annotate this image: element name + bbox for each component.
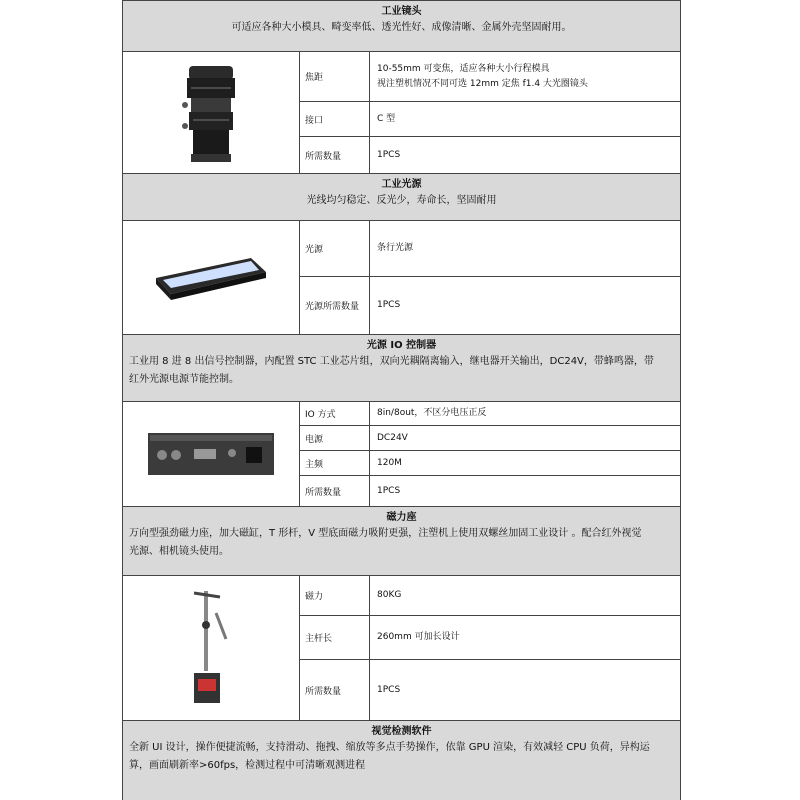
lens-description: 可适应各种大小模具、畸变率低、透光性好、成像清晰、金属外壳坚固耐用。 (231, 22, 572, 33)
io-row-freq (300, 451, 680, 476)
lens-row-focal (300, 52, 680, 102)
magnet-section-header (123, 506, 680, 576)
lens-section-header (123, 0, 680, 52)
row-value (371, 52, 680, 101)
row-value: 1PCS (377, 149, 401, 160)
row-key: 电源 (300, 426, 370, 450)
row-key: IO 方式 (300, 402, 370, 425)
software-description-line1: 全新 UI 设计，操作便捷流畅，支持滑动、拖拽、缩放等多点手势操作，依靠 GPU 渲染，有效减轻 CPU 负荷，异构运 (129, 742, 650, 753)
row-value: 120M (377, 457, 402, 468)
lens-title: 工业镜头 (381, 6, 422, 17)
magnet-description-line2: 光源、相机镜头使用。 (129, 546, 229, 557)
controller-box-icon (146, 429, 276, 479)
row-key: 所需数量 (300, 660, 370, 720)
row-value: 条行光源 (377, 243, 414, 253)
light-section-body (123, 221, 680, 334)
io-description-line1: 工业用 8 进 8 出信号控制器，内配置 STC 工业芯片组，双向光耦隔离输入，继电器开关输出，DC24V，带蜂鸣器，带 (129, 356, 654, 367)
io-row-mode (300, 402, 680, 426)
software-description-line2: 算，画面刷新率>60fps，检测过程中可清晰观测进程 (129, 760, 366, 771)
row-value: 80KG (377, 590, 402, 600)
magnet-description-line1: 万向型强劲磁力座，加大磁缸，T 形杆，V 型底面磁力吸附更强，注塑机上使用双螺丝加固工业设计 。配合红外视觉 (129, 528, 642, 539)
software-section-header (123, 720, 680, 800)
row-key: 磁力 (300, 576, 370, 615)
io-controller-image (123, 402, 300, 506)
row-value: 1PCS (377, 684, 401, 695)
lens-image (123, 52, 300, 173)
magnet-base-image (123, 576, 300, 720)
bar-light-icon (151, 248, 271, 308)
row-key: 焦距 (300, 52, 370, 101)
magnetic-stand-icon (186, 583, 236, 713)
light-row-qty (300, 277, 680, 334)
row-value: C 型 (377, 113, 396, 124)
row-value: 260mm 可加长设计 (377, 632, 460, 642)
magnet-title: 磁力座 (386, 512, 417, 523)
lens-section-body (123, 52, 680, 173)
row-value: 8in/8out，不区分电压正反 (377, 408, 487, 418)
io-section-body (123, 402, 680, 506)
row-key: 光源所需数量 (300, 277, 370, 334)
io-title: 光源 IO 控制器 (366, 340, 437, 351)
magnet-section-body (123, 576, 680, 720)
row-key: 所需数量 (300, 476, 370, 506)
row-key: 主杆长 (300, 616, 370, 659)
magnet-row-rod (300, 616, 680, 660)
lens-row-qty (300, 137, 680, 173)
lens-row-mount (300, 102, 680, 137)
light-title: 工业光源 (381, 179, 422, 190)
row-value: DC24V (377, 432, 408, 443)
io-row-power (300, 426, 680, 451)
magnet-row-force (300, 576, 680, 616)
magnet-row-qty (300, 660, 680, 720)
light-image (123, 221, 300, 334)
row-value: 1PCS (377, 485, 401, 496)
io-row-qty (300, 476, 680, 506)
software-title: 视觉检测软件 (371, 726, 432, 737)
spec-document (122, 0, 681, 800)
row-value: 1PCS (377, 300, 401, 310)
row-key: 光源 (300, 221, 370, 276)
row-value-line: 10-55mm 可变焦，适应各种大小行程模具 (377, 63, 550, 74)
row-value-line: 视注塑机情况不同可选 12mm 定焦 f1.4 大光圈镜头 (377, 78, 588, 89)
row-key: 所需数量 (300, 137, 370, 173)
light-row-source (300, 221, 680, 277)
light-description: 光线均匀稳定、反光少，寿命长，坚固耐用 (306, 195, 497, 206)
row-key: 主频 (300, 451, 370, 475)
io-description-line2: 红外光源电源节能控制。 (129, 374, 239, 385)
row-key: 接口 (300, 102, 370, 136)
io-section-header (123, 334, 680, 402)
camera-lens-icon (171, 58, 251, 168)
light-section-header (123, 173, 680, 221)
